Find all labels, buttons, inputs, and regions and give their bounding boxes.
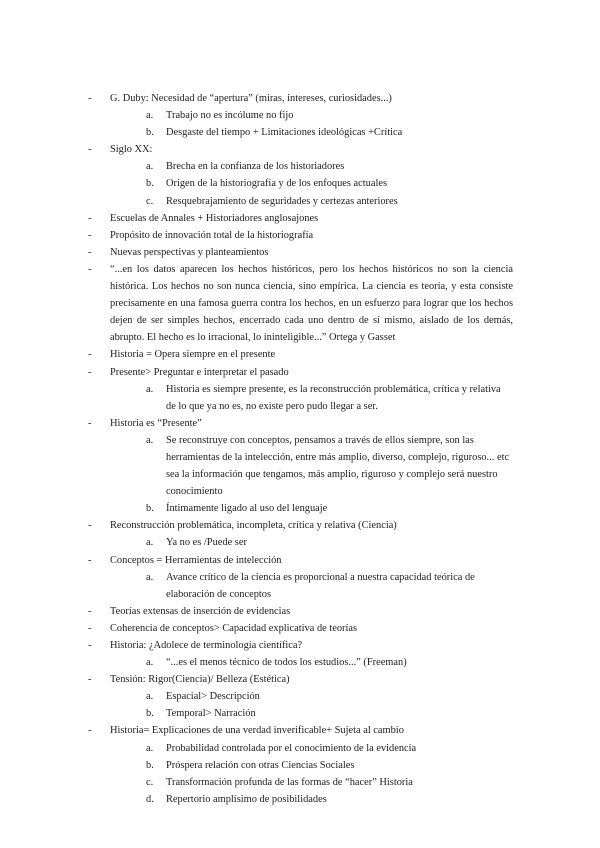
sub-item-marker: a.: [146, 383, 154, 395]
outline-item-text: Tensión: Rigor(Ciencia)/ Belleza (Estética): [110, 674, 290, 686]
sub-item: [110, 757, 513, 774]
sub-item-marker: a.: [146, 537, 154, 549]
sub-list: [110, 158, 513, 209]
outline-item-text: G. Duby: Necesidad de “apertura” (miras, intereses, curiosidades...): [110, 93, 392, 104]
outline-item: [88, 671, 513, 722]
sub-item-text: Brecha en la confianza de los historiadores: [166, 161, 345, 173]
outline-item: [88, 261, 513, 346]
sub-item: [110, 791, 513, 808]
outline-item-text: Coherencia de conceptos> Capacidad explicativa de teorías: [110, 622, 358, 634]
sub-item-text: Historia es siempre presente, es la reconstrucción problemática, crítica y relativa de lo que ya no es, no existe pero pudo llegar a ser.: [166, 383, 501, 412]
outline-item-text: Reconstrucción problemática, incompleta, crítica y relativa (Ciencia): [110, 520, 397, 532]
outline-item-text: Presente> Preguntar e interpretar el pasado: [110, 366, 289, 378]
sub-item: [110, 740, 513, 757]
sub-item-marker: a.: [146, 657, 154, 669]
sub-item-text: Temporal> Narración: [166, 708, 256, 720]
outline-item: [88, 552, 513, 603]
sub-item-marker: b.: [146, 127, 154, 139]
sub-item-marker: a.: [146, 110, 154, 122]
outline-item-text: Historia: ¿Adolece de terminología científica?: [110, 640, 303, 651]
outline-item-text: Escuelas de Annales + Historiadores anglosajones: [110, 212, 319, 224]
outline-item-text: Teorías extensas de inserción de evidencias: [110, 605, 291, 617]
sub-item-marker: b.: [146, 759, 154, 771]
sub-item-text: Ya no es /Puede ser: [166, 537, 247, 549]
sub-item: [110, 381, 513, 415]
sub-item-text: Se reconstruye con conceptos, pensamos a través de ellos siempre, son las herramientas de la intelección, entre más amplio, diverso, complejo, riguroso... etc sea la información que tengamos, más amplio, riguroso y complejo será nuestro conocimiento: [166, 434, 510, 498]
sub-list: [110, 740, 513, 808]
sub-item-marker: b.: [146, 178, 154, 190]
sub-item-text: Avance crítico de la ciencia es proporcional a nuestra capacidad teórica de elaboración de conceptos: [166, 571, 475, 600]
sub-item-marker: a.: [146, 742, 154, 754]
sub-item: [110, 534, 513, 551]
outline-item: [88, 90, 513, 141]
sub-item-marker: a.: [146, 571, 154, 583]
sub-item-marker: a.: [146, 434, 154, 446]
sub-item: [110, 107, 513, 124]
sub-item: [110, 569, 513, 603]
sub-item: [110, 654, 513, 671]
sub-item: [110, 158, 513, 175]
sub-list: [110, 534, 513, 551]
sub-list: [110, 432, 513, 517]
sub-item-text: Trabajo no es incólume no fijo: [166, 110, 294, 122]
sub-list: [110, 381, 513, 415]
outline-item-text: Historia = Opera siempre en el presente: [110, 349, 276, 361]
outline-item: [88, 244, 513, 261]
sub-list: [110, 688, 513, 722]
outline-item-text: Siglo XX:: [110, 144, 153, 156]
sub-item-marker: a.: [146, 691, 154, 703]
sub-item-marker: a.: [146, 161, 154, 173]
sub-list: [110, 654, 513, 671]
sub-item-text: Desgaste del tiempo + Limitaciones ideológicas +Crítica: [166, 127, 403, 139]
sub-item-text: Origen de la historiografía y de los enfoques actuales: [166, 178, 388, 190]
sub-item: [110, 500, 513, 517]
outline-item-text: Historia= Explicaciones de una verdad inverificable+ Sujeta al cambio: [110, 725, 404, 737]
sub-item-text: Íntimamente ligado al uso del lenguaje: [166, 503, 328, 515]
outline-item-text: “...en los datos aparecen los hechos históricos, pero los hechos históricos no son la ciencia histórica. Los hechos no son nunca ciencia, sino empírica. La ciencia es teoría, y esta consiste precisamente en una famosa guerra contra los hechos, en un esfuerzo para lograr que los hechos dejen de ser simples hechos, encerrado cada uno dentro de sí mismo, aislado de los demás, abrupto. El hecho es lo irracional, lo ininteligible...” Ortega y Gasset: [110, 263, 513, 344]
outline-item: [88, 620, 513, 637]
outline-item: [88, 346, 513, 363]
outline-item: [88, 227, 513, 244]
sub-item-text: Próspera relación con otras Ciencias Sociales: [166, 759, 355, 771]
outline-item: [88, 210, 513, 227]
outline-item: [88, 415, 513, 518]
outline-item: [88, 517, 513, 551]
sub-item-marker: b.: [146, 708, 154, 720]
outline-list: [88, 90, 513, 808]
sub-item-marker: c.: [146, 195, 154, 207]
sub-item-text: Probabilidad controlada por el conocimiento de la evidencia: [166, 742, 417, 754]
sub-item-text: “...es el menos técnico de todos los estudios...” (Freeman): [166, 657, 407, 669]
sub-item-marker: d.: [146, 793, 154, 805]
outline-item: [88, 637, 513, 671]
sub-item: [110, 774, 513, 791]
outline-item: [88, 364, 513, 415]
sub-item: [110, 124, 513, 141]
sub-item-text: Resquebrajamiento de seguridades y certezas anteriores: [166, 195, 398, 207]
sub-item: [110, 705, 513, 722]
outline-item: [88, 141, 513, 209]
outline-item-text: Nuevas perspectivas y planteamientos: [110, 246, 269, 258]
sub-item-marker: c.: [146, 776, 154, 788]
outline-item: [88, 603, 513, 620]
sub-item-text: Transformación profunda de las formas de “hacer” Historia: [166, 776, 413, 788]
sub-item-text: Espacial> Descripción: [166, 691, 260, 703]
sub-item-marker: b.: [146, 503, 154, 515]
outline-item-text: Propósito de innovación total de la historiografía: [110, 229, 314, 241]
sub-item-text: Repertorio amplísimo de posibilidades: [166, 793, 327, 805]
sub-item: [110, 175, 513, 192]
sub-item: [110, 688, 513, 705]
outline-item-text: Historia es “Presente”: [110, 417, 202, 429]
sub-item: [110, 432, 513, 500]
sub-list: [110, 107, 513, 141]
outline-item-text: Conceptos = Herramientas de intelección: [110, 554, 282, 566]
sub-item: [110, 193, 513, 210]
sub-list: [110, 569, 513, 603]
outline-item: [88, 722, 513, 807]
